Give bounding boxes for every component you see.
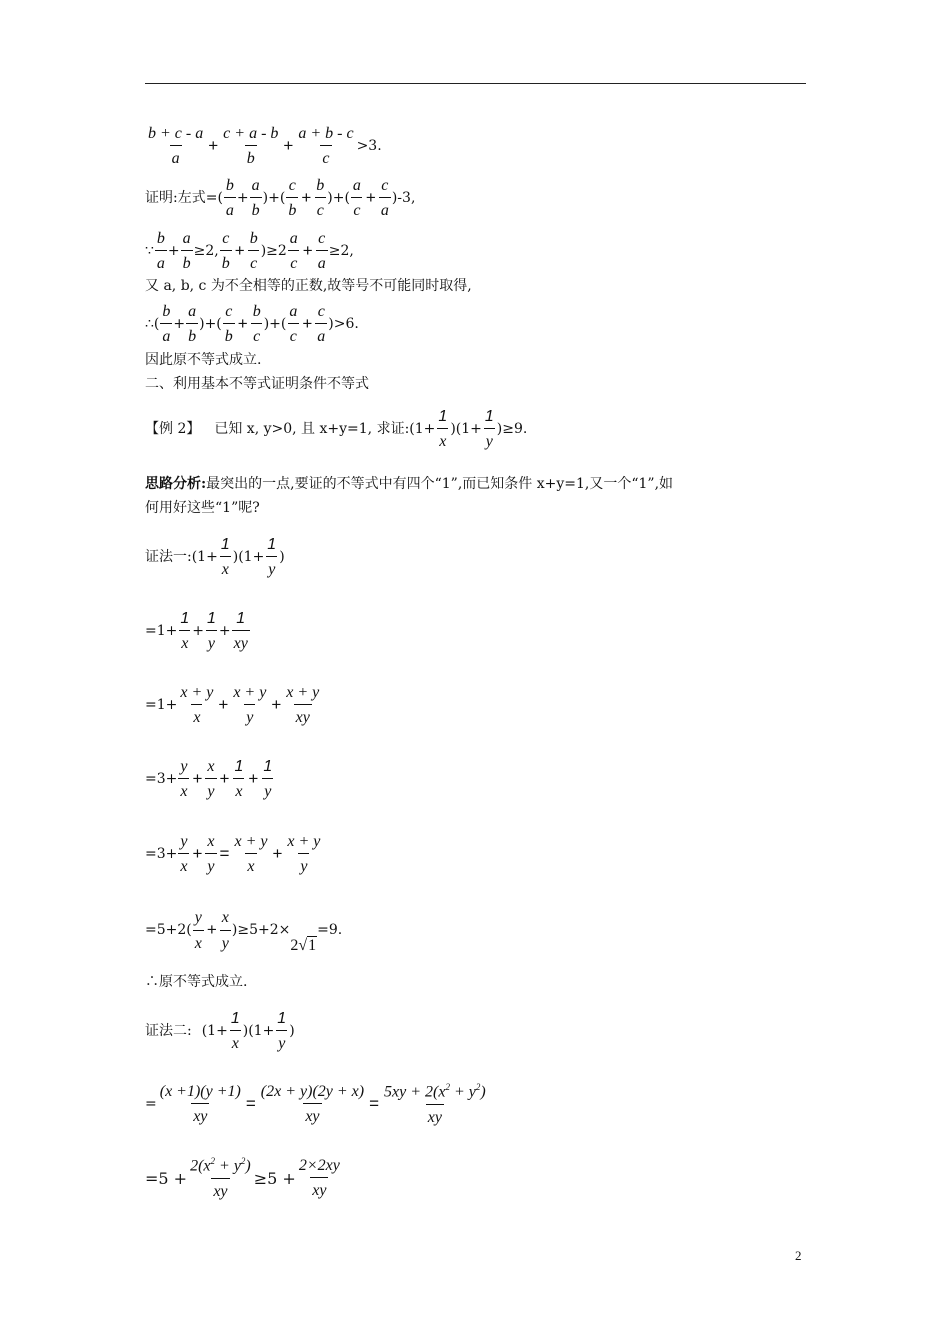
denominator: x <box>193 930 204 953</box>
denominator: a <box>224 197 236 220</box>
plus-sign: + <box>167 242 180 259</box>
numerator: a <box>251 177 260 194</box>
proof-step <box>145 609 251 653</box>
fraction <box>188 1156 253 1201</box>
denominator: y <box>244 704 255 727</box>
numerator: 1 <box>263 758 273 775</box>
denominator: a <box>160 323 172 346</box>
denominator: xy <box>294 704 312 727</box>
denominator: y <box>206 630 217 653</box>
plus-sign: + <box>218 622 231 639</box>
proof-two-heading <box>145 1009 295 1053</box>
analysis-label: 思路分析: <box>145 476 207 492</box>
text: )(1+ <box>450 420 482 437</box>
text: =9. <box>317 922 343 939</box>
inequality-statement <box>145 124 382 168</box>
numerator: c <box>318 230 326 247</box>
exponent: 2 <box>475 1082 481 1092</box>
proof-line <box>145 302 359 346</box>
denominator: c <box>351 197 362 220</box>
fraction <box>232 757 245 801</box>
denominator: y <box>205 853 216 876</box>
fraction <box>285 832 322 876</box>
example-statement <box>145 407 527 451</box>
radicand: 1 <box>308 937 317 954</box>
text: 证明:左式=( <box>145 189 223 206</box>
numerator: x + y <box>287 833 321 850</box>
text: )≥2 <box>260 242 287 259</box>
numerator-part: + y <box>449 1083 476 1101</box>
text: 已知 x, y>0, 且 x+y=1, 求证:(1+ <box>214 420 436 437</box>
denominator: a <box>170 145 182 168</box>
numerator: 1 <box>234 758 244 775</box>
proof-step <box>145 832 323 876</box>
denominator: x <box>191 704 202 727</box>
text: 因此原不等式成立. <box>145 352 262 368</box>
plus-sign: + <box>208 135 219 155</box>
denominator: x <box>230 1030 241 1053</box>
plus-sign: + <box>192 622 205 639</box>
text: ) <box>279 548 285 565</box>
fraction <box>205 832 216 876</box>
proof-step <box>145 757 275 801</box>
equals-sign: = <box>219 843 230 863</box>
denominator: b <box>186 323 198 346</box>
conclusion-line <box>145 974 247 991</box>
numerator: 1 <box>484 408 494 425</box>
numerator: 1 <box>236 610 246 627</box>
denominator: c <box>251 323 262 346</box>
text: 二、利用基本不等式证明条件不等式 <box>145 376 369 392</box>
text: ≥5 + <box>253 1168 296 1188</box>
text: ∴原不等式成立. <box>145 974 248 990</box>
denominator: y <box>484 428 495 451</box>
fraction <box>250 176 262 220</box>
numerator: c + a - b <box>223 125 279 142</box>
equals-sign: = <box>245 1094 256 1114</box>
numerator: 1 <box>230 1010 240 1027</box>
fraction <box>284 683 321 727</box>
header-rule <box>145 83 806 84</box>
radical-sign: √ <box>298 937 308 954</box>
section-heading <box>145 376 369 393</box>
denominator: b <box>220 250 232 273</box>
exponent: 2 <box>240 1156 246 1166</box>
text: =5 + <box>145 1168 188 1188</box>
numerator-part: 5xy + 2(x <box>384 1083 446 1101</box>
fraction <box>379 176 391 220</box>
fraction <box>160 302 172 346</box>
numerator: a <box>182 230 191 247</box>
text: 又 a, b, c 为不全相等的正数,故等号不可能同时取得, <box>145 278 472 294</box>
numerator: x + y <box>180 684 214 701</box>
analysis-paragraph-cont <box>145 500 260 517</box>
denominator: c <box>320 145 331 168</box>
text: ≥2, <box>193 242 219 259</box>
plus-sign: + <box>192 768 203 788</box>
fraction <box>193 908 204 952</box>
numerator: c <box>317 303 325 320</box>
plus-sign: + <box>237 313 248 333</box>
exponent: 2 <box>210 1156 216 1166</box>
text: )+( <box>263 315 287 332</box>
fraction <box>288 229 300 273</box>
numerator: 1 <box>220 536 230 553</box>
denominator: b <box>250 197 262 220</box>
text: =1+ <box>145 622 178 639</box>
fraction <box>436 407 449 451</box>
numerator: x + y <box>286 684 320 701</box>
numerator-part: + y <box>215 1157 241 1175</box>
text: =5+2( <box>145 922 192 939</box>
denominator: c <box>315 197 326 220</box>
plus-sign: + <box>271 694 282 714</box>
numerator-part: ) <box>480 1083 486 1101</box>
denominator: c <box>248 250 259 273</box>
numerator-part: 2(x <box>190 1157 211 1175</box>
fraction <box>351 176 363 220</box>
numerator: 1 <box>277 1010 287 1027</box>
numerator: y <box>194 909 202 927</box>
numerator: 1 <box>267 536 277 553</box>
numerator: x <box>207 833 215 850</box>
denominator: xy <box>191 1103 209 1126</box>
denominator: y <box>298 853 309 876</box>
plus-sign: + <box>365 187 376 207</box>
denominator: x <box>178 778 189 801</box>
denominator: b <box>245 145 257 168</box>
fraction <box>286 176 298 220</box>
numerator: (2x + y)(2y + x) <box>260 1083 365 1101</box>
numerator: x + y <box>234 833 268 850</box>
page-number: 2 <box>795 1248 802 1263</box>
denominator: xy <box>232 630 250 653</box>
fraction <box>186 302 198 346</box>
numerator: a + b - c <box>298 125 354 142</box>
numerator-part: ) <box>245 1157 251 1175</box>
numerator: c <box>225 303 233 320</box>
denominator: y <box>205 778 216 801</box>
denominator: y <box>220 930 231 953</box>
text: )+( <box>199 315 222 332</box>
fraction <box>205 757 216 801</box>
fraction <box>316 229 328 273</box>
fraction <box>232 832 269 876</box>
text-line <box>145 278 472 295</box>
fraction <box>251 302 263 346</box>
plus-sign: + <box>218 694 229 714</box>
numerator: c <box>381 177 389 194</box>
plus-sign: + <box>192 843 203 863</box>
numerator: a <box>289 230 298 247</box>
text-line <box>145 352 261 369</box>
denominator: xy <box>303 1103 321 1126</box>
text: )-3, <box>391 189 416 206</box>
plus-sign: + <box>248 768 259 788</box>
equals-sign: = <box>369 1094 380 1114</box>
numerator: b <box>156 230 165 247</box>
fraction <box>181 229 193 273</box>
fraction <box>220 908 231 952</box>
fraction <box>178 609 191 653</box>
plus-sign: + <box>219 768 230 788</box>
numerator: 1 <box>180 610 190 627</box>
numerator: a <box>352 177 361 194</box>
text: )+( <box>327 189 350 206</box>
denominator: xy <box>211 1178 229 1201</box>
fraction <box>314 176 326 220</box>
text: ≥2, <box>328 242 354 259</box>
numerator: b <box>162 303 171 320</box>
denominator: x <box>179 630 190 653</box>
fraction <box>275 1009 288 1053</box>
numerator: b <box>249 230 258 247</box>
fraction <box>146 124 205 168</box>
numerator: y <box>180 758 188 775</box>
proof-step <box>145 906 342 955</box>
denominator: x <box>178 853 189 876</box>
fraction <box>178 832 189 876</box>
fraction <box>155 229 167 273</box>
numerator: c <box>288 177 296 194</box>
denominator: b <box>181 250 193 273</box>
numerator: b <box>225 177 234 194</box>
fraction <box>178 757 189 801</box>
numerator: a <box>289 303 298 320</box>
numerator: b <box>316 177 325 194</box>
denominator: xy <box>426 1104 444 1127</box>
fraction <box>287 302 299 346</box>
denominator: xy <box>310 1177 328 1200</box>
text: )≥9. <box>496 420 528 437</box>
numerator <box>188 1156 253 1178</box>
fraction <box>223 302 235 346</box>
proof-step <box>145 1082 489 1127</box>
denominator: b <box>223 323 235 346</box>
therefore-symbol: ∴( <box>145 315 160 332</box>
text: 最突出的一点,要证的不等式中有四个“1”,而已知条件 x+y=1,又一个“1”,如 <box>206 476 674 492</box>
numerator: 2×2xy <box>298 1157 340 1175</box>
denominator: x <box>220 556 231 579</box>
fraction <box>483 407 496 451</box>
analysis-paragraph <box>145 476 673 493</box>
plus-sign: + <box>272 843 283 863</box>
numerator: y <box>180 833 188 850</box>
text: 证法一:(1+ <box>145 548 218 565</box>
text: )+( <box>262 189 286 206</box>
fraction <box>220 229 232 273</box>
fraction <box>232 609 250 653</box>
numerator: b + c - a <box>148 125 204 142</box>
fraction <box>219 535 232 579</box>
numerator <box>382 1082 488 1104</box>
plus-sign: + <box>283 135 294 155</box>
text: 证法二: <box>145 1022 192 1039</box>
numerator: a <box>188 303 197 320</box>
proof-step <box>145 1156 343 1201</box>
plus-sign: + <box>173 315 186 332</box>
numerator: 1 <box>207 610 216 627</box>
proof-one-heading <box>145 535 285 579</box>
text: 何用好这些“1”呢? <box>145 500 260 516</box>
denominator: y <box>266 556 277 579</box>
numerator: (x +1)(y +1) <box>159 1083 241 1101</box>
numerator: b <box>252 303 261 320</box>
text: =3+ <box>145 770 178 787</box>
fraction <box>382 1082 488 1127</box>
because-symbol: ∵ <box>145 242 154 259</box>
denominator: x <box>233 778 244 801</box>
plus-sign: + <box>234 240 245 260</box>
exponent: 2 <box>445 1082 450 1092</box>
plus-sign: + <box>301 187 312 207</box>
denominator: y <box>276 1030 287 1053</box>
coefficient: 2 <box>290 937 299 954</box>
denominator: a <box>379 197 391 220</box>
text: )>6. <box>328 315 359 332</box>
proof-step <box>145 683 322 727</box>
proof-line <box>145 229 354 273</box>
text: ) <box>289 1022 295 1039</box>
fraction <box>221 124 280 168</box>
numerator: x + y <box>233 684 267 701</box>
fraction <box>229 1009 242 1053</box>
plus-sign: + <box>206 920 217 940</box>
fraction <box>259 1082 366 1126</box>
fraction <box>265 535 278 579</box>
fraction <box>158 1082 243 1126</box>
fraction <box>315 302 327 346</box>
denominator: c <box>288 250 299 273</box>
text: )(1+ <box>242 1022 275 1039</box>
denominator: a <box>316 250 328 273</box>
text: =3+ <box>145 845 178 862</box>
denominator: a <box>155 250 167 273</box>
equals-sign: = <box>145 1095 157 1112</box>
fraction <box>205 609 218 653</box>
fraction <box>224 176 236 220</box>
fraction <box>178 683 215 727</box>
square-root-expression <box>290 936 317 955</box>
plus-sign: + <box>302 313 313 333</box>
numerator: x <box>221 909 229 927</box>
text: (1+ <box>201 1022 228 1039</box>
proof-line <box>145 176 415 220</box>
text: =1+ <box>145 696 178 713</box>
denominator: y <box>262 778 273 801</box>
text: >3. <box>356 137 382 154</box>
denominator: x <box>437 428 448 451</box>
denominator: x <box>245 853 256 876</box>
fraction <box>231 683 268 727</box>
numerator: c <box>222 230 230 247</box>
denominator: b <box>286 197 298 220</box>
plus-sign: + <box>236 189 249 206</box>
text: )(1+ <box>232 548 265 565</box>
fraction <box>248 229 260 273</box>
numerator: 1 <box>438 408 448 425</box>
text: )≥5+2× <box>231 922 291 939</box>
fraction <box>297 1156 342 1200</box>
fraction <box>261 757 274 801</box>
example-label: 【例 2】 <box>145 420 201 437</box>
plus-sign: + <box>302 240 313 260</box>
denominator: a <box>315 323 327 346</box>
numerator: x <box>207 758 215 775</box>
fraction <box>296 124 355 168</box>
denominator: c <box>288 323 299 346</box>
